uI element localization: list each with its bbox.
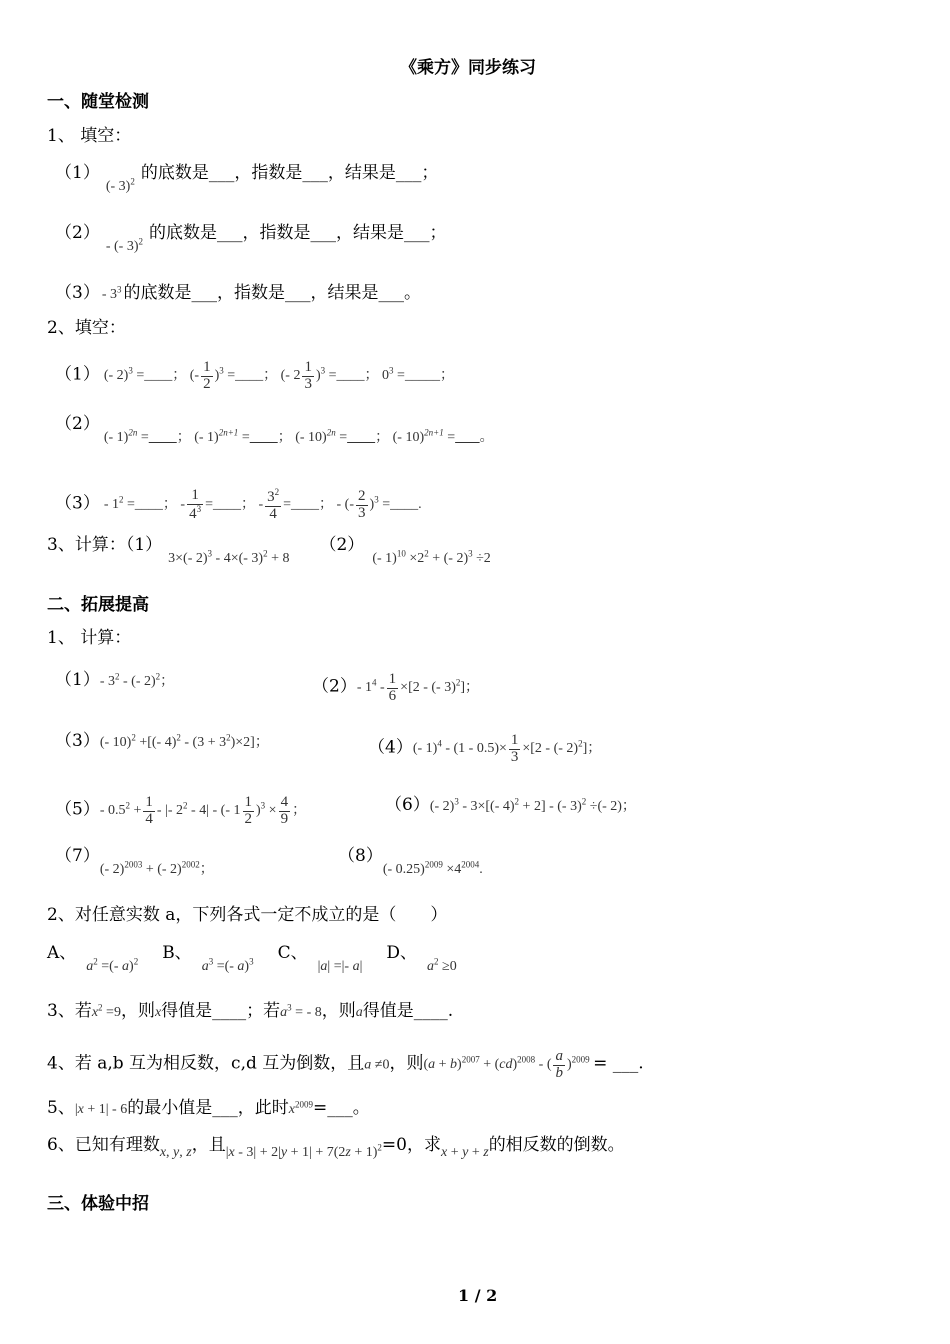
s1-q2-r3-label: （3） <box>55 493 100 514</box>
section2-heading: 二、拓展提高 <box>47 595 149 615</box>
s2-q1-row3b: （6）(- 2)$^3$ - 3×[(- 4)$^2$ + 2] - (- 3)$^2$ ÷(- 2)； <box>385 795 636 815</box>
s2-q1-row3: （5）- $0.5^2$ + $\frac{1}{4}$ - |- $2^2 - 4|$ - (- 1 $\frac{1}{2}$ )$^3$ × $\frac{4}{9}$ ； <box>55 794 307 827</box>
s1-q2-r3 <box>55 488 422 523</box>
s1-q1-p1-expr: (- 3)2 <box>105 176 135 194</box>
s1-q1-p2-label: （2） <box>55 223 100 243</box>
s1-q1-p3-label: （3） <box>55 283 100 303</box>
s1-q1-p1-text: 的底数是___，指数是___，结果是___； <box>140 163 439 183</box>
s1-q2-r1 <box>55 360 454 393</box>
s2-q2-A: A、 <box>47 943 77 963</box>
s2-q6: 6、已知有理数$_{x, y, z}$，且$_{|x - 3| + 2|y + 1| + 7(2z + 1)^2}$=0，求$_{x + y + z}$的相反数的倒数。 <box>47 1135 625 1160</box>
s1-q1-p3 <box>55 285 421 302</box>
s1-q2-r2-expr: (- 1)2n = ； (- 1)2n+1 = ； (- 10)2n = ； (- 10)2n+1 = 。 <box>103 427 494 445</box>
s2-q1-row4: $(7)_{(- 2)^{2003} + (- 2)^{2002};}$ <box>55 846 214 877</box>
s2-q2-options: A、$_{a^2 =(- a)^2}$ B、$_{a^3 =(- a)^3}$ C、$_{|a| =|- a|}$D、$_{a^2 \ge 0}$ <box>47 943 457 974</box>
s1-q2-label: 2、填空： <box>47 318 126 338</box>
s1-q1-p1 <box>55 163 439 194</box>
s2-q2-text: 2、对任意实数 a，下列各式一定不成立的是（ ） <box>47 905 448 925</box>
s1-q2-r3-expr: - $1^2$ =____； - $\frac{1}{4^3}$ =____； - $\frac{3^2}{4}$ =____； - (- $\frac{2}{3}$ )$^3$ =____. <box>103 487 422 522</box>
s1-q1-p2-text: 的底数是___，指数是___，结果是___； <box>148 223 447 243</box>
s2-q1-row2b: （4）(- 1)$^4$ - (1 - 0.5)× $\frac{1}{3}$ ×[2 - (- 2)$^2$]； <box>368 732 602 765</box>
s1-q2-r2 <box>55 414 494 445</box>
s2-q3: 3、若$x^2 =9$，则x得值是____；若$a^3$ = - 8，则a得值是____. <box>47 1001 454 1021</box>
section1-heading: 一、随堂检测 <box>47 92 149 112</box>
s1-q3-label: 3、计算：（1） <box>47 535 163 555</box>
page-number: 1 / 2 <box>458 1286 498 1305</box>
s2-q1-row2: （3）(- 10)$^2$ +[(- $4)^2 - (3 + 3^2)\times 2$]； <box>55 731 269 751</box>
s1-q1-p2-expr: - (- 3)2 <box>105 236 143 254</box>
s1-q1-p3-expr: - $3^3$ <box>101 284 122 302</box>
s1-q3-label2: （2） <box>319 535 365 555</box>
s2-q1-row1b: （2）- $1^4$ - $\frac{1}{6}$ ×[2 - (- 3)$^2$]； <box>312 671 480 704</box>
s2-q1-row1: （1）- $3^2$ - (- 2)$^2$； <box>55 670 175 690</box>
s1-q1-p2 <box>55 223 447 254</box>
s1-q2-r1-expr: (- 2)$^3$ =____； (- $\frac{1}{2}$ )$^3$ =____； (- 2 $\frac{1}{3}$ )$^3$ =____； $0^3$ =_____； <box>103 359 454 392</box>
s1-q3-expr1: 3×(- 2)3 - 4×(- 3)2 + 8 <box>168 548 290 566</box>
s2-q5: 5、|x + 1| - 6的最小值是___，此时$x^{2009}=\_\_\_$。 <box>47 1098 370 1118</box>
s1-q2-r1-label: （1） <box>55 364 100 385</box>
section3-heading: 三、体验中招 <box>47 1194 149 1214</box>
s2-q2-B: B、 <box>162 943 192 963</box>
s2-q1-label: 1、 计算： <box>47 628 132 648</box>
s1-q1-label: 1、 填空： <box>47 126 132 146</box>
s2-q2-C: C、 <box>277 943 308 963</box>
page-title: 《乘方》同步练习 <box>400 58 536 78</box>
s1-q2-r2-label: （2） <box>55 414 100 434</box>
s1-q1-p1-label: （1） <box>55 163 100 183</box>
s2-q2-D: D、 <box>386 943 418 963</box>
s2-q1-row4b: $(8)_{(- 0.25)^{2009} \times 4^{2004}.}$ <box>338 846 483 877</box>
s1-q1-p3-text: 的底数是___，指数是___，结果是___。 <box>123 283 421 303</box>
s2-q4: 4、若 a,b 互为相反数，c,d 互为倒数，且a ≠0，则$(a + b)^{2007} + (cd)^{2008}$ - ( $\frac{a}{b}$ )$^{2009}$ = ___. <box>47 1048 644 1081</box>
s1-q3-expr2: (- 1)10 ×22 + (- 2)3 ÷2 <box>372 548 491 566</box>
